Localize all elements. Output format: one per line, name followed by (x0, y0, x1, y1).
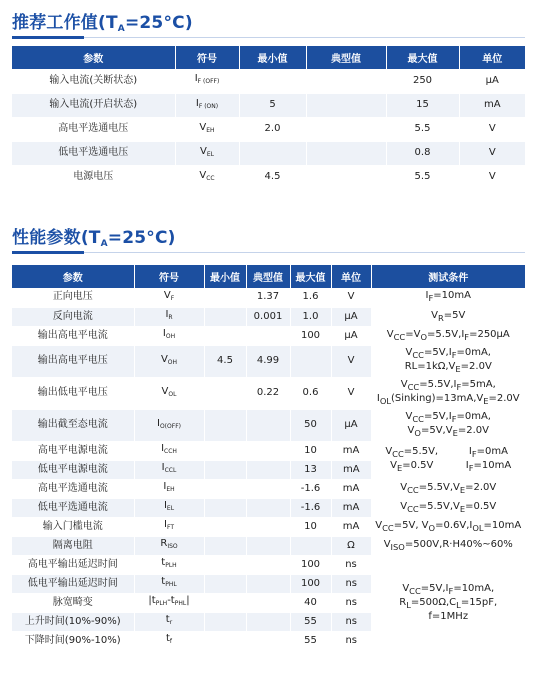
symbol-cell: $I_R$ (134, 307, 204, 326)
symbol-cell: $I_{FT}$ (134, 517, 204, 536)
param-cell: 正向电压 (12, 288, 134, 307)
table-row (12, 93, 525, 117)
param-cell: 输出高电平电压 (12, 345, 134, 377)
test-condition-cell: $V_{CC}=5V,I_F=0mA$, $V_O=5V,V_E=2.0V$ (371, 409, 525, 441)
test-condition-cell: $I_F=10mA$ (371, 288, 525, 307)
section2-title: 性能参数$(T_A=25^\circ C)$ (12, 228, 176, 249)
min-cell (204, 288, 246, 307)
section2-divider (12, 252, 525, 253)
param-cell: 低电平输出延迟时间 (12, 574, 134, 593)
typ-cell (246, 498, 290, 517)
symbol-cell: $I_{F (ON)}$ (175, 93, 239, 117)
min-cell (204, 574, 246, 593)
max-cell: 5.5 (386, 165, 459, 189)
table-row (12, 288, 525, 307)
symbol-cell: $t_r$ (134, 612, 204, 631)
typ-cell (306, 117, 386, 141)
min-cell (204, 555, 246, 574)
unit-cell: V (459, 141, 525, 165)
unit-cell: μA (459, 69, 525, 93)
max-cell: 100 (290, 326, 331, 345)
max-cell: 1.6 (290, 288, 331, 307)
symbol-cell: $I_{EH}$ (134, 479, 204, 498)
symbol-cell: $t_{PLH}$ (134, 555, 204, 574)
symbol-cell: $V_{EH}$ (175, 117, 239, 141)
min-cell (204, 536, 246, 555)
min-cell (204, 409, 246, 441)
max-cell: 0.8 (386, 141, 459, 165)
symbol-cell: $I_{O(OFF)}$ (134, 409, 204, 441)
table2-header-2: 最小值 (204, 265, 246, 288)
min-cell (204, 517, 246, 536)
unit-cell: V (331, 345, 371, 377)
table-row (12, 117, 525, 141)
table-row (12, 345, 525, 377)
param-cell: 高电平选通电压 (12, 117, 175, 141)
performance-parameters-table (12, 265, 525, 651)
recommended-operating-table (12, 46, 525, 190)
min-cell (204, 631, 246, 650)
table1-header-2: 最小值 (239, 46, 306, 69)
param-cell: 电源电压 (12, 165, 175, 189)
max-cell: 100 (290, 574, 331, 593)
min-cell (204, 441, 246, 460)
min-cell (204, 593, 246, 612)
test-condition-cell: $V_{CC}=5V$, $V_O=0.6V,I_{OL}=10mA$ (371, 517, 525, 536)
max-cell: 10 (290, 441, 331, 460)
typ-cell (306, 141, 386, 165)
section1-divider (12, 37, 525, 38)
param-cell: 输入门槛电流 (12, 517, 134, 536)
unit-cell: μA (331, 409, 371, 441)
test-condition-cell: $V_R=5V$ (371, 307, 525, 326)
table2-header-3: 典型值 (246, 265, 290, 288)
unit-cell: mA (331, 517, 371, 536)
table-row (12, 517, 525, 536)
typ-cell (306, 69, 386, 93)
unit-cell: V (459, 117, 525, 141)
min-cell: 2.0 (239, 117, 306, 141)
table2-header-6: 测试条件 (371, 265, 525, 288)
typ-cell (306, 93, 386, 117)
param-cell: 上升时间(10%-90%) (12, 612, 134, 631)
max-cell (290, 345, 331, 377)
param-cell: 低电平选通电流 (12, 498, 134, 517)
table-row (12, 307, 525, 326)
param-cell: 脉宽畸变 (12, 593, 134, 612)
min-cell (204, 326, 246, 345)
param-cell: 隔离电阻 (12, 536, 134, 555)
min-cell (204, 307, 246, 326)
param-cell: 低电平电源电流 (12, 460, 134, 479)
table-row (12, 479, 525, 498)
test-condition-cell: $V_{CC}=5.5V,V_E=0.5V$ (371, 498, 525, 517)
unit-cell: μA (331, 326, 371, 345)
typ-cell (246, 441, 290, 460)
typ-cell (246, 555, 290, 574)
table-row (12, 69, 525, 93)
unit-cell: ns (331, 593, 371, 612)
table-row (12, 536, 525, 555)
table2-header-5: 单位 (331, 265, 371, 288)
symbol-cell: $I_{F (OFF)}$ (175, 69, 239, 93)
symbol-cell: $I_{CCH}$ (134, 441, 204, 460)
typ-cell (306, 165, 386, 189)
min-cell (204, 498, 246, 517)
typ-cell: 0.22 (246, 377, 290, 409)
typ-cell (246, 574, 290, 593)
max-cell: 100 (290, 555, 331, 574)
table-row (12, 165, 525, 189)
min-cell: 4.5 (204, 345, 246, 377)
max-cell: 1.0 (290, 307, 331, 326)
param-cell: 低电平选通电压 (12, 141, 175, 165)
symbol-cell: $V_{CC}$ (175, 165, 239, 189)
unit-cell: mA (331, 479, 371, 498)
test-condition-cell: $V_{CC}=5V,I_F=10mA$, $R_L=500\Omega,C_L=15pF$, f=1MHz (371, 555, 525, 650)
section1-title: 推荐工作值$(T_A=25^\circ C)$ (12, 13, 193, 34)
test-condition-cell: $V_{CC}=5.5V,V_E=2.0V$ (371, 479, 525, 498)
table1-header-5: 单位 (459, 46, 525, 69)
typ-cell (246, 517, 290, 536)
test-condition-cell: $V_{CC}=5.5V,I_F=5mA$, $I_{OL}(Sinking)=13mA,V_E=2.0V$ (371, 377, 525, 409)
min-cell: 5 (239, 93, 306, 117)
symbol-cell: $t_{PHL}$ (134, 574, 204, 593)
unit-cell: ns (331, 631, 371, 650)
test-condition-cell: $V_{ISO}=500V,R\cdot H40\%\sim 60\%$ (371, 536, 525, 555)
symbol-cell: $I_{OH}$ (134, 326, 204, 345)
typ-cell (246, 536, 290, 555)
table-row (12, 555, 525, 574)
unit-cell: Ω (331, 536, 371, 555)
param-cell: 输入电流(关断状态) (12, 69, 175, 93)
symbol-cell: $t_f$ (134, 631, 204, 650)
test-condition-cell: $V_{CC}=5.5V$, $V_E=0.5V$ $I_F=0mA$ $I_F=10mA$ (371, 441, 525, 479)
param-cell: 高电平选通电流 (12, 479, 134, 498)
unit-cell: ns (331, 574, 371, 593)
table-row (12, 498, 525, 517)
param-cell: 高电平输出延迟时间 (12, 555, 134, 574)
typ-cell (246, 593, 290, 612)
param-cell: 高电平电源电流 (12, 441, 134, 460)
symbol-cell: $|t_{PLH}-t_{PHL}|$ (134, 593, 204, 612)
unit-cell: V (331, 288, 371, 307)
max-cell (290, 536, 331, 555)
param-cell: 输出高电平电流 (12, 326, 134, 345)
min-cell (204, 377, 246, 409)
min-cell (204, 612, 246, 631)
table2-header-0: 参数 (12, 265, 134, 288)
typ-cell (246, 631, 290, 650)
typ-cell (246, 326, 290, 345)
symbol-cell: $V_{OL}$ (134, 377, 204, 409)
test-condition-cell: $V_{CC}=5V,I_F=0mA$, $RL=1k\Omega,V_E=2.0V$ (371, 345, 525, 377)
max-cell: 40 (290, 593, 331, 612)
max-cell: 5.5 (386, 117, 459, 141)
max-cell: -1.6 (290, 498, 331, 517)
typ-cell: 1.37 (246, 288, 290, 307)
max-cell: 0.6 (290, 377, 331, 409)
unit-cell: ns (331, 555, 371, 574)
symbol-cell: $I_{EL}$ (134, 498, 204, 517)
symbol-cell: $I_{CCL}$ (134, 460, 204, 479)
max-cell: 50 (290, 409, 331, 441)
param-cell: 反向电流 (12, 307, 134, 326)
typ-cell: 4.99 (246, 345, 290, 377)
table2-header-row (12, 265, 525, 288)
table1-header-0: 参数 (12, 46, 175, 69)
table1-header-row (12, 46, 525, 69)
test-condition-cell: $V_{CC}=V_O=5.5V,I_F=250\mu A$ (371, 326, 525, 345)
max-cell: 10 (290, 517, 331, 536)
typ-cell (246, 460, 290, 479)
table2-header-4: 最大值 (290, 265, 331, 288)
max-cell: 55 (290, 612, 331, 631)
symbol-cell: $R_{ISO}$ (134, 536, 204, 555)
min-cell (239, 141, 306, 165)
typ-cell (246, 612, 290, 631)
max-cell: 13 (290, 460, 331, 479)
table-row (12, 326, 525, 345)
table-row (12, 441, 525, 460)
max-cell: 15 (386, 93, 459, 117)
unit-cell: V (459, 165, 525, 189)
min-cell (204, 460, 246, 479)
param-cell: 输出截至态电流 (12, 409, 134, 441)
max-cell: 55 (290, 631, 331, 650)
table1-header-4: 最大值 (386, 46, 459, 69)
max-cell: -1.6 (290, 479, 331, 498)
unit-cell: mA (331, 498, 371, 517)
table-row (12, 409, 525, 441)
table1-header-3: 典型值 (306, 46, 386, 69)
unit-cell: μA (331, 307, 371, 326)
param-cell: 输入电流(开启状态) (12, 93, 175, 117)
unit-cell: ns (331, 612, 371, 631)
min-cell (239, 69, 306, 93)
typ-cell: 0.001 (246, 307, 290, 326)
min-cell (204, 479, 246, 498)
unit-cell: mA (331, 441, 371, 460)
symbol-cell: $V_{EL}$ (175, 141, 239, 165)
param-cell: 下降时间(90%-10%) (12, 631, 134, 650)
unit-cell: mA (331, 460, 371, 479)
max-cell: 250 (386, 69, 459, 93)
typ-cell (246, 409, 290, 441)
unit-cell: mA (459, 93, 525, 117)
symbol-cell: $V_{OH}$ (134, 345, 204, 377)
table2-header-1: 符号 (134, 265, 204, 288)
param-cell: 输出低电平电压 (12, 377, 134, 409)
min-cell: 4.5 (239, 165, 306, 189)
table1-header-1: 符号 (175, 46, 239, 69)
unit-cell: V (331, 377, 371, 409)
table-row (12, 377, 525, 409)
symbol-cell: $V_F$ (134, 288, 204, 307)
typ-cell (246, 479, 290, 498)
table-row (12, 141, 525, 165)
